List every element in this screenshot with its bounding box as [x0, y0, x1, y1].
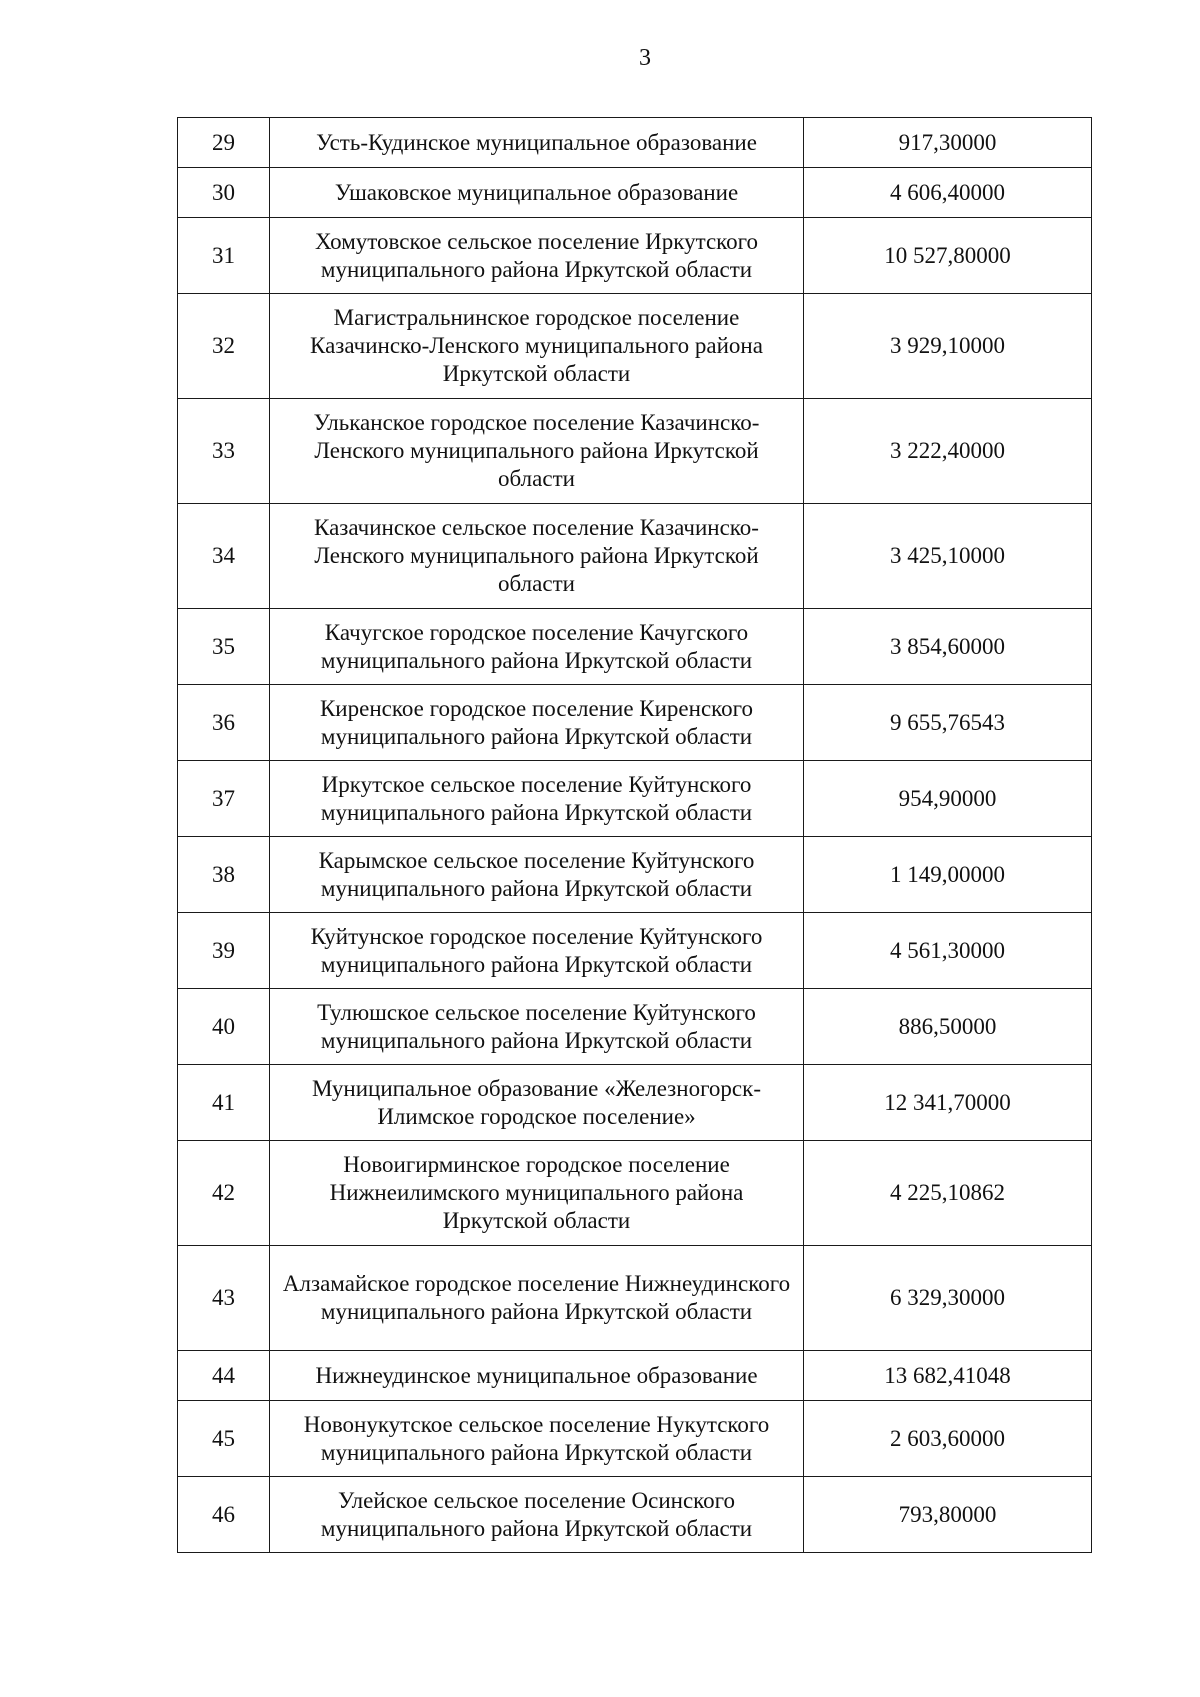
table-row: [178, 913, 1092, 989]
amount-value: 4 606,40000: [804, 168, 1092, 218]
page-number: 3: [639, 45, 651, 71]
table-row: [178, 1246, 1092, 1351]
table-row: [178, 989, 1092, 1065]
table-row: [178, 118, 1092, 168]
row-number: 45: [178, 1401, 270, 1477]
row-number: 38: [178, 837, 270, 913]
table-row: [178, 1351, 1092, 1401]
amount-value: 4 225,10862: [804, 1141, 1092, 1246]
table-row: [178, 1401, 1092, 1477]
amount-value: 1 149,00000: [804, 837, 1092, 913]
table-row: [178, 218, 1092, 294]
table-row: [178, 761, 1092, 837]
row-number: 31: [178, 218, 270, 294]
amount-value: 886,50000: [804, 989, 1092, 1065]
amount-value: 2 603,60000: [804, 1401, 1092, 1477]
row-number: 37: [178, 761, 270, 837]
row-number: 42: [178, 1141, 270, 1246]
amount-value: 6 329,30000: [804, 1246, 1092, 1351]
amount-value: 954,90000: [804, 761, 1092, 837]
amount-value: 9 655,76543: [804, 685, 1092, 761]
amount-value: 12 341,70000: [804, 1065, 1092, 1141]
amount-value: 3 425,10000: [804, 504, 1092, 609]
allocation-table: [177, 117, 1092, 1553]
table-row: [178, 609, 1092, 685]
municipality-name: Новонукутское сельское поселение Нукутского муниципального района Иркутской области: [270, 1401, 804, 1477]
municipality-name: Иркутское сельское поселение Куйтунского муниципального района Иркутской области: [270, 761, 804, 837]
municipality-name: Магистральнинское городское поселение Казачинско-Ленского муниципального района Иркутской области: [270, 294, 804, 399]
municipality-name: Куйтунское городское поселение Куйтунского муниципального района Иркутской области: [270, 913, 804, 989]
municipality-name: Ульканское городское поселение Казачинско-Ленского муниципального района Иркутской области: [270, 399, 804, 504]
table-row: [178, 837, 1092, 913]
row-number: 33: [178, 399, 270, 504]
municipality-name: Тулюшское сельское поселение Куйтунского муниципального района Иркутской области: [270, 989, 804, 1065]
table-row: [178, 399, 1092, 504]
row-number: 41: [178, 1065, 270, 1141]
table-row: [178, 504, 1092, 609]
allocation-table-container: [177, 117, 1091, 1553]
row-number: 43: [178, 1246, 270, 1351]
amount-value: 10 527,80000: [804, 218, 1092, 294]
row-number: 36: [178, 685, 270, 761]
row-number: 40: [178, 989, 270, 1065]
amount-value: 13 682,41048: [804, 1351, 1092, 1401]
municipality-name: Алзамайское городское поселение Нижнеудинского муниципального района Иркутской области: [270, 1246, 804, 1351]
municipality-name: Ушаковское муниципальное образование: [270, 168, 804, 218]
row-number: 34: [178, 504, 270, 609]
table-body: [178, 118, 1092, 1553]
row-number: 39: [178, 913, 270, 989]
municipality-name: Карымское сельское поселение Куйтунского муниципального района Иркутской области: [270, 837, 804, 913]
table-row: [178, 1065, 1092, 1141]
row-number: 32: [178, 294, 270, 399]
municipality-name: Улейское сельское поселение Осинского муниципального района Иркутской области: [270, 1477, 804, 1553]
amount-value: 3 222,40000: [804, 399, 1092, 504]
amount-value: 793,80000: [804, 1477, 1092, 1553]
row-number: 46: [178, 1477, 270, 1553]
row-number: 30: [178, 168, 270, 218]
table-row: [178, 168, 1092, 218]
table-row: [178, 685, 1092, 761]
row-number: 44: [178, 1351, 270, 1401]
amount-value: 3 854,60000: [804, 609, 1092, 685]
row-number: 35: [178, 609, 270, 685]
table-row: [178, 1141, 1092, 1246]
municipality-name: Качугское городское поселение Качугского муниципального района Иркутской области: [270, 609, 804, 685]
table-row: [178, 294, 1092, 399]
table-row: [178, 1477, 1092, 1553]
amount-value: 3 929,10000: [804, 294, 1092, 399]
amount-value: 917,30000: [804, 118, 1092, 168]
municipality-name: Хомутовское сельское поселение Иркутского муниципального района Иркутской области: [270, 218, 804, 294]
municipality-name: Муниципальное образование «Железногорск-Илимское городское поселение»: [270, 1065, 804, 1141]
municipality-name: Усть-Кудинское муниципальное образование: [270, 118, 804, 168]
municipality-name: Новоигирминское городское поселение Нижнеилимского муниципального района Иркутской области: [270, 1141, 804, 1246]
row-number: 29: [178, 118, 270, 168]
municipality-name: Казачинское сельское поселение Казачинско-Ленского муниципального района Иркутской области: [270, 504, 804, 609]
municipality-name: Нижнеудинское муниципальное образование: [270, 1351, 804, 1401]
amount-value: 4 561,30000: [804, 913, 1092, 989]
municipality-name: Киренское городское поселение Киренского муниципального района Иркутской области: [270, 685, 804, 761]
